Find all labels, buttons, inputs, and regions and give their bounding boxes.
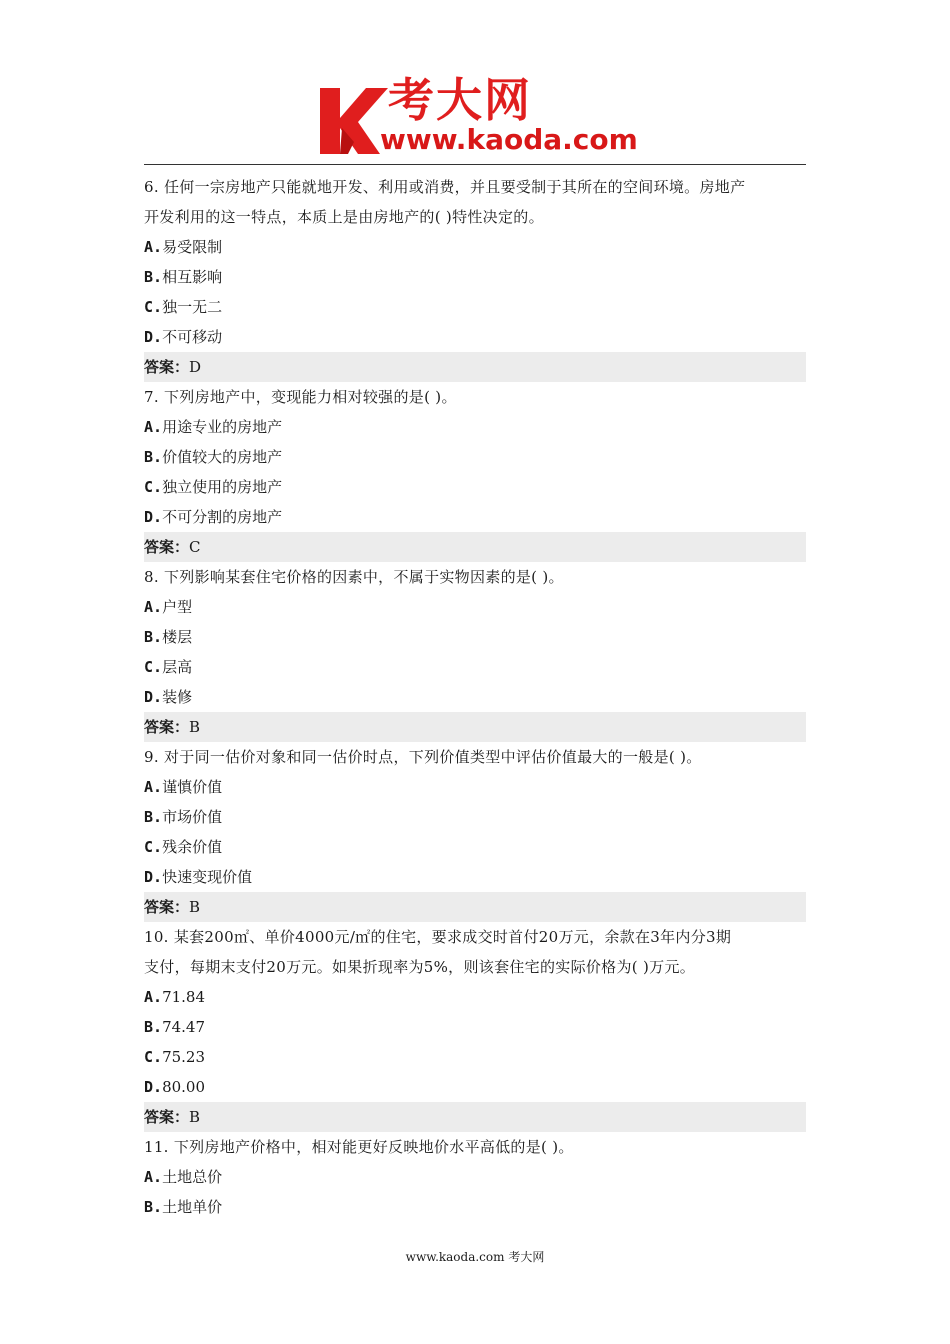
question-stem-line: 6. 任何一宗房地产只能就地开发、利用或消费，并且要受制于其所在的空间环境。房地产	[144, 178, 746, 196]
answer-value: D	[189, 358, 202, 376]
option-text: 易受限制	[162, 238, 223, 256]
option-key: A.	[144, 988, 163, 1006]
option-key: A.	[144, 598, 163, 616]
option-text: 不可分割的房地产	[162, 508, 283, 526]
answer-option	[144, 832, 806, 862]
option-key: D.	[144, 868, 163, 886]
question-stem-line: 8. 下列影响某套住宅价格的因素中，不属于实物因素的是( )。	[144, 568, 564, 586]
option-text: 75.23	[162, 1048, 206, 1066]
option-text: 快速变现价值	[162, 868, 253, 886]
answer-option	[144, 802, 806, 832]
answer-option	[144, 592, 806, 622]
question-stem-line: 开发利用的这一特点，本质上是由房地产的( )特性决定的。	[144, 208, 544, 226]
question-list	[144, 172, 806, 1222]
option-text: 残余价值	[162, 838, 223, 856]
answer-option	[144, 682, 806, 712]
option-text: 谨慎价值	[162, 778, 223, 796]
option-key: D.	[144, 328, 163, 346]
logo-url: www.kaoda.com	[380, 123, 638, 156]
answer-row	[144, 1102, 806, 1132]
option-text: 71.84	[162, 988, 206, 1006]
answer-option	[144, 1072, 806, 1102]
option-key: B.	[144, 808, 163, 826]
answer-option	[144, 502, 806, 532]
answer-option	[144, 772, 806, 802]
answer-label: 答案：	[144, 358, 190, 376]
option-key: B.	[144, 1198, 163, 1216]
answer-value: B	[189, 718, 201, 736]
answer-row	[144, 712, 806, 742]
option-text: 楼层	[162, 628, 193, 646]
answer-option	[144, 622, 806, 652]
answer-row	[144, 892, 806, 922]
option-key: D.	[144, 1078, 163, 1096]
header-divider	[144, 164, 806, 165]
option-text: 独一无二	[162, 298, 223, 316]
option-text: 层高	[162, 658, 193, 676]
answer-option	[144, 862, 806, 892]
option-text: 价值较大的房地产	[162, 448, 283, 466]
option-text: 74.47	[162, 1018, 206, 1036]
option-key: D.	[144, 508, 163, 526]
option-key: A.	[144, 1168, 163, 1186]
answer-option	[144, 322, 806, 352]
site-logo[interactable]	[318, 73, 638, 160]
option-text: 相互影响	[162, 268, 223, 286]
answer-option	[144, 412, 806, 442]
option-key: B.	[144, 628, 163, 646]
option-key: C.	[144, 1048, 163, 1066]
option-text: 土地单价	[162, 1198, 223, 1216]
option-text: 80.00	[162, 1078, 206, 1096]
answer-option	[144, 982, 806, 1012]
option-key: C.	[144, 838, 163, 856]
question-stem-line: 10. 某套200㎡、单价4000元/㎡的住宅，要求成交时首付20万元，余款在3年内分3期	[144, 928, 732, 946]
answer-label: 答案：	[144, 538, 190, 556]
option-key: C.	[144, 298, 163, 316]
option-key: A.	[144, 418, 163, 436]
answer-option	[144, 1012, 806, 1042]
answer-option	[144, 292, 806, 322]
option-key: C.	[144, 478, 163, 496]
answer-option	[144, 1192, 806, 1222]
question-stem-line: 支付，每期末支付20万元。如果折现率为5%，则该套住宅的实际价格为( )万元。	[144, 958, 696, 976]
option-key: A.	[144, 778, 163, 796]
answer-option	[144, 1162, 806, 1192]
page-footer: www.kaoda.com 考大网	[405, 1250, 545, 1264]
answer-option	[144, 232, 806, 262]
answer-label: 答案：	[144, 898, 190, 916]
option-text: 独立使用的房地产	[162, 478, 283, 496]
answer-row	[144, 352, 806, 382]
option-key: C.	[144, 658, 163, 676]
answer-label: 答案：	[144, 718, 190, 736]
answer-label: 答案：	[144, 1108, 190, 1126]
option-key: B.	[144, 1018, 163, 1036]
answer-option	[144, 1042, 806, 1072]
logo-chinese-name: 考大网	[388, 73, 532, 127]
option-text: 户型	[162, 598, 193, 616]
option-text: 土地总价	[162, 1168, 223, 1186]
option-key: D.	[144, 688, 163, 706]
option-text: 不可移动	[162, 328, 223, 346]
answer-value: B	[189, 1108, 201, 1126]
question-stem-line: 11. 下列房地产价格中，相对能更好反映地价水平高低的是( )。	[144, 1138, 574, 1156]
answer-value: C	[189, 538, 201, 556]
option-text: 装修	[162, 688, 193, 706]
question-stem-line: 9. 对于同一估价对象和同一估价时点，下列价值类型中评估价值最大的一般是( )。	[144, 748, 702, 766]
answer-row	[144, 532, 806, 562]
answer-option	[144, 442, 806, 472]
answer-value: B	[189, 898, 201, 916]
answer-option	[144, 262, 806, 292]
answer-option	[144, 652, 806, 682]
answer-option	[144, 472, 806, 502]
option-key: B.	[144, 268, 163, 286]
option-text: 市场价值	[162, 808, 223, 826]
question-stem-line: 7. 下列房地产中，变现能力相对较强的是( )。	[144, 388, 457, 406]
option-key: B.	[144, 448, 163, 466]
option-text: 用途专业的房地产	[162, 418, 283, 436]
option-key: A.	[144, 238, 163, 256]
